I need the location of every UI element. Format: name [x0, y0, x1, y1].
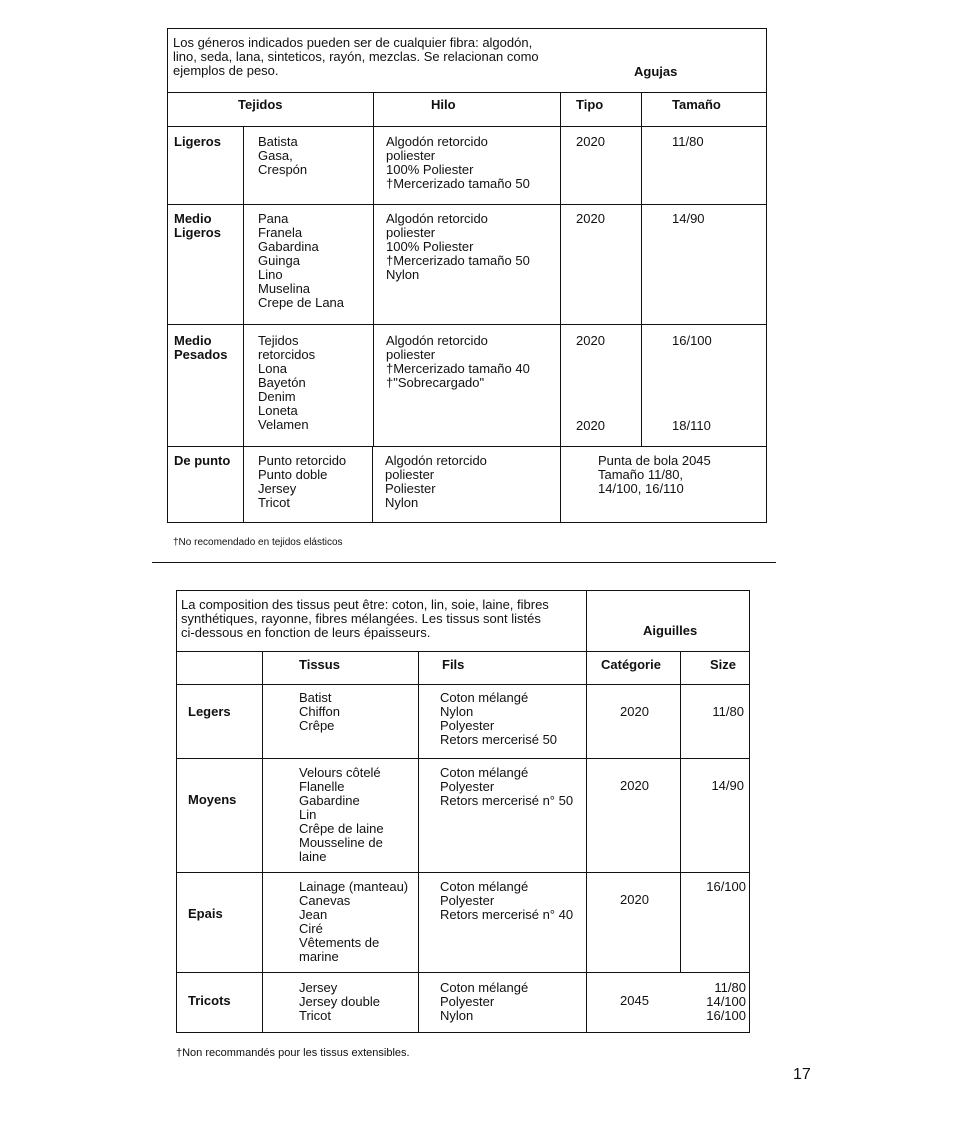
- fr-row4-fabrics: Jersey Jersey double Tricot: [299, 980, 380, 1023]
- es-col-thread: [560, 92, 561, 522]
- fr-row3-category: Epais: [188, 906, 223, 921]
- es-row3-category: Medio Pesados: [174, 333, 228, 362]
- es-border-right: [766, 28, 767, 522]
- es-line-header-bottom: [167, 126, 767, 127]
- es-header-size: Tamaño: [672, 97, 721, 112]
- fr-row1-category: Legers: [188, 704, 231, 719]
- fr-col-thread: [586, 590, 587, 1032]
- es-col-type: [641, 92, 642, 446]
- es-row2-thread: Algodón retorcido poliester 100% Poliester †Mercerizado tamaño 50 Nylon: [386, 211, 530, 282]
- fr-row3-type: 2020: [620, 892, 649, 907]
- page-number: 17: [793, 1066, 811, 1083]
- fr-row2-category: Moyens: [188, 792, 237, 807]
- fr-needles-header: Aiguilles: [643, 623, 698, 638]
- es-border-bottom: [167, 522, 767, 523]
- es-row3-type: 2020: [576, 333, 605, 348]
- es-header-fabrics: Tejidos: [238, 97, 283, 112]
- fr-border-top: [176, 590, 750, 591]
- fr-row4-size: 11/80 14/100 16/100: [706, 980, 746, 1023]
- es-row2-type: 2020: [576, 211, 605, 226]
- fr-header-fabrics: Tissus: [299, 657, 340, 672]
- es-row2-category: Medio Ligeros: [174, 211, 221, 240]
- fr-row4-thread: Coton mélangé Polyester Nylon: [440, 980, 529, 1023]
- fr-header-size: Size: [710, 657, 737, 672]
- es-row4-category: De punto: [174, 453, 231, 468]
- es-border-left: [167, 28, 168, 522]
- fr-footnote: †Non recommandés pour les tissus extensibles.: [176, 1047, 410, 1059]
- fr-intro: La composition des tissus peut être: coton, lin, soie, laine, fibres synthétiques, rayonne, fibres mélangées. Les tissus sont listés ci-dessous en fonction de leurs épaisseurs.: [181, 597, 549, 640]
- es-border-top: [167, 28, 767, 29]
- fr-col-type: [680, 651, 681, 972]
- fr-border-left: [176, 590, 177, 1032]
- es-row1-size: 11/80: [672, 134, 704, 149]
- fr-row1-size: 11/80: [712, 704, 744, 719]
- es-line-row1: [167, 204, 767, 205]
- fr-header-category: Catégorie: [601, 657, 661, 672]
- es-row1-type: 2020: [576, 134, 605, 149]
- es-row4-fabrics: Punto retorcido Punto doble Jersey Tricot: [258, 453, 347, 510]
- es-row2-size: 14/90: [672, 211, 705, 226]
- section-divider: [152, 562, 776, 563]
- fr-col-fabrics: [418, 651, 419, 1032]
- es-line-header-top: [167, 92, 767, 93]
- fr-row3-thread: Coton mélangé Polyester Retors mercerisé n° 40: [440, 879, 574, 922]
- es-line-row3: [167, 446, 767, 447]
- fr-row2-fabrics: Velours côtelé Flanelle Gabardine Lin Crêpe de laine Mousseline de laine: [299, 765, 384, 864]
- es-row2-fabrics: Pana Franela Gabardina Guinga Lino Muselina Crepe de Lana: [258, 211, 345, 310]
- es-row3-type2: 2020: [576, 418, 605, 433]
- es-row3-size: 16/100: [672, 333, 712, 348]
- fr-border-right: [749, 590, 750, 1032]
- es-intro: Los géneros indicados pueden ser de cualquier fibra: algodón, lino, seda, lana, sinteticos, rayón, mezclas. Se relacionan como ejemplos de peso.: [173, 35, 539, 78]
- es-row4-needle-note: Punta de bola 2045 Tamaño 11/80, 14/100, 16/110: [598, 453, 711, 496]
- fr-row2-size: 14/90: [711, 778, 744, 793]
- es-row3-thread: Algodón retorcido poliester †Mercerizado tamaño 40 †"Sobrecargado": [386, 333, 530, 390]
- fr-row3-size: 16/100: [706, 879, 746, 894]
- fr-row4-category: Tricots: [188, 993, 231, 1008]
- es-row1-fabrics: Batista Gasa, Crespón: [258, 134, 308, 177]
- fr-row1-fabrics: Batist Chiffon Crêpe: [299, 690, 340, 733]
- es-row3-size2: 18/110: [672, 418, 711, 433]
- es-row4-thread: Algodón retorcido poliester Poliester Nylon: [385, 453, 487, 510]
- fr-row2-type: 2020: [620, 778, 649, 793]
- fr-row2-thread: Coton mélangé Polyester Retors mercerisé n° 50: [440, 765, 574, 808]
- fr-row1-thread: Coton mélangé Nylon Polyester Retors mercerisé 50: [440, 690, 558, 747]
- fr-col-category: [262, 651, 263, 1032]
- fr-border-bottom: [176, 1032, 750, 1033]
- fr-header-thread: Fils: [442, 657, 465, 672]
- es-col-fabrics-last: [372, 446, 373, 522]
- es-header-thread: Hilo: [431, 97, 456, 112]
- fr-row1-type: 2020: [620, 704, 649, 719]
- es-row3-fabrics: Tejidos retorcidos Lona Bayetón Denim Loneta Velamen: [258, 333, 316, 432]
- es-col-fabrics: [373, 92, 374, 446]
- es-header-type: Tipo: [576, 97, 604, 112]
- es-row1-category: Ligeros: [174, 134, 221, 149]
- es-row1-thread: Algodón retorcido poliester 100% Poliester †Mercerizado tamaño 50: [386, 134, 530, 191]
- es-col-category: [243, 126, 244, 522]
- es-footnote: †No recomendado en tejidos elásticos: [173, 537, 343, 548]
- fr-row3-fabrics: Lainage (manteau) Canevas Jean Ciré Vêtements de marine: [299, 879, 409, 964]
- es-needles-header: Agujas: [634, 64, 678, 79]
- es-line-row2: [167, 324, 767, 325]
- fr-row4-type: 2045: [620, 993, 649, 1008]
